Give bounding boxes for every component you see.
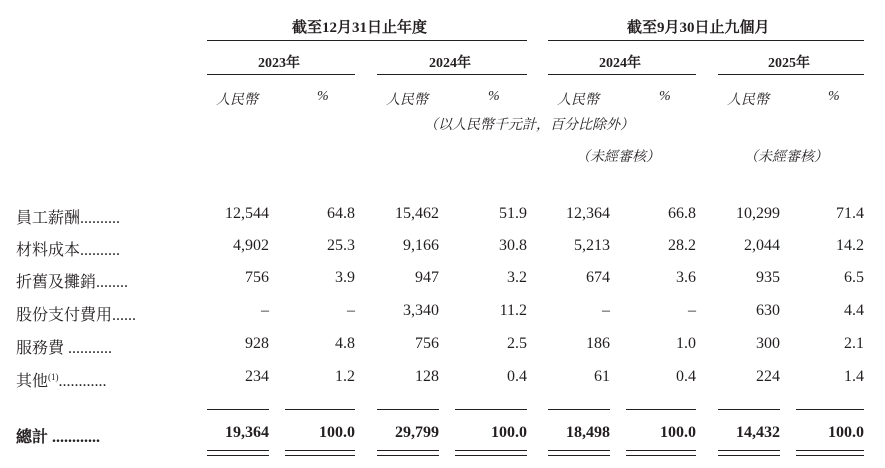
group-header-fy: 截至12月31日止年度	[292, 20, 428, 36]
subtotal-rule	[548, 409, 610, 410]
unit-percent: %	[488, 89, 500, 104]
row-label-text: 其他	[16, 373, 49, 390]
table-cell: –	[347, 302, 355, 319]
table-cell: 14.2	[836, 237, 864, 254]
table-cell: 0.4	[507, 368, 527, 385]
table-cell: 9,166	[403, 237, 439, 254]
row-label	[16, 269, 128, 292]
subtotal-rule	[207, 409, 269, 410]
total-cell: 100.0	[828, 424, 864, 441]
footnote-marker: (1)	[48, 372, 59, 382]
table-cell: 756	[245, 269, 269, 286]
group-rule-fy	[207, 40, 527, 41]
table-cell: 2.5	[507, 335, 527, 352]
year-rule-2023	[207, 74, 355, 75]
year-header-2024-9m: 2024年	[599, 56, 641, 71]
table-cell: 15,462	[395, 205, 439, 222]
unaudited-note-2025: （未經審核）	[744, 150, 828, 165]
total-cell: 100.0	[660, 424, 696, 441]
table-cell: 6.5	[844, 269, 864, 286]
table-cell: 128	[415, 368, 439, 385]
table-cell: 51.9	[499, 205, 527, 222]
table-cell: 3.9	[335, 269, 355, 286]
row-label-text: 材料成本	[16, 242, 81, 259]
leader-dots: ............	[58, 373, 107, 390]
table-cell: 11.2	[499, 302, 527, 319]
table-cell: 4.8	[335, 335, 355, 352]
table-cell: 25.3	[327, 237, 355, 254]
table-cell: 2.1	[844, 335, 864, 352]
leader-dots: ........	[96, 274, 129, 291]
table-cell: 3.6	[676, 269, 696, 286]
table-cell: 186	[586, 335, 610, 352]
unit-percent: %	[317, 89, 329, 104]
table-cell: 5,213	[574, 237, 610, 254]
year-header-2023: 2023年	[258, 56, 300, 71]
table-cell: 1.4	[844, 368, 864, 385]
leader-dots: ......	[112, 307, 137, 324]
table-cell: –	[602, 302, 610, 319]
table-cell: 935	[756, 269, 780, 286]
total-row-label	[16, 424, 100, 447]
table-cell: 64.8	[327, 205, 355, 222]
row-label	[16, 205, 120, 228]
row-label	[16, 368, 107, 391]
table-cell: 4.4	[844, 302, 864, 319]
subtotal-rule	[285, 409, 355, 410]
table-cell: 234	[245, 368, 269, 385]
subtotal-rule	[718, 409, 780, 410]
table-cell: 928	[245, 335, 269, 352]
total-cell: 100.0	[491, 424, 527, 441]
row-label	[16, 335, 112, 358]
table-cell: 28.2	[668, 237, 696, 254]
total-double-rule	[796, 450, 864, 456]
table-cell: 1.2	[335, 368, 355, 385]
table-cell: 3,340	[403, 302, 439, 319]
table-cell: 0.4	[676, 368, 696, 385]
total-double-rule	[626, 450, 696, 456]
table-cell: 4,902	[233, 237, 269, 254]
year-header-2024-fy: 2024年	[429, 56, 471, 71]
table-cell: 1.0	[676, 335, 696, 352]
year-rule-2025	[718, 74, 864, 75]
table-cell: 3.2	[507, 269, 527, 286]
table-cell: 300	[756, 335, 780, 352]
year-header-2025: 2025年	[768, 56, 810, 71]
leader-dots: ............	[48, 429, 101, 446]
table-cell: –	[688, 302, 696, 319]
total-cell: 29,799	[395, 424, 439, 441]
total-double-rule	[377, 450, 439, 456]
unit-rmb: 人民幣	[727, 93, 769, 108]
table-cell: 630	[756, 302, 780, 319]
total-double-rule	[285, 450, 355, 456]
total-double-rule	[207, 450, 269, 456]
leader-dots: ...........	[64, 340, 113, 357]
table-cell: 66.8	[668, 205, 696, 222]
row-label-text: 員工薪酬	[16, 210, 81, 227]
leader-dots: ..........	[80, 242, 121, 259]
unit-rmb: 人民幣	[386, 93, 428, 108]
table-cell: 10,299	[736, 205, 780, 222]
table-cell: 756	[415, 335, 439, 352]
total-double-rule	[548, 450, 610, 456]
table-cell: 71.4	[836, 205, 864, 222]
row-label-text: 總計	[16, 429, 49, 446]
table-cell: 12,544	[225, 205, 269, 222]
table-cell: 2,044	[744, 237, 780, 254]
table-cell: 674	[586, 269, 610, 286]
row-label	[16, 302, 136, 325]
unit-percent: %	[659, 89, 671, 104]
row-label-text: 股份支付費用	[16, 307, 113, 324]
table-cell: 224	[756, 368, 780, 385]
total-cell: 100.0	[319, 424, 355, 441]
subtotal-rule	[377, 409, 439, 410]
group-header-9m: 截至9月30日止九個月	[627, 20, 770, 36]
table-cell: 61	[594, 368, 610, 385]
row-label-text: 折舊及攤銷	[16, 274, 97, 291]
total-double-rule	[455, 450, 527, 456]
table-cell: –	[261, 302, 269, 319]
group-rule-9m	[548, 40, 864, 41]
total-double-rule	[718, 450, 780, 456]
subtotal-rule	[455, 409, 527, 410]
leader-dots: ..........	[80, 210, 121, 227]
unit-rmb: 人民幣	[557, 93, 599, 108]
table-cell: 30.8	[499, 237, 527, 254]
row-label	[16, 237, 120, 260]
subtotal-rule	[796, 409, 864, 410]
row-label-text: 服務費	[16, 340, 65, 357]
total-cell: 18,498	[566, 424, 610, 441]
units-note: （以人民幣千元計，百分比除外）	[424, 118, 634, 133]
subtotal-rule	[626, 409, 696, 410]
total-cell: 19,364	[225, 424, 269, 441]
year-rule-2024-fy	[377, 74, 527, 75]
table-cell: 12,364	[566, 205, 610, 222]
table-cell: 947	[415, 269, 439, 286]
total-cell: 14,432	[736, 424, 780, 441]
unit-rmb: 人民幣	[216, 93, 258, 108]
unit-percent: %	[828, 89, 840, 104]
unaudited-note-2024: （未經審核）	[576, 150, 660, 165]
year-rule-2024-9m	[548, 74, 696, 75]
